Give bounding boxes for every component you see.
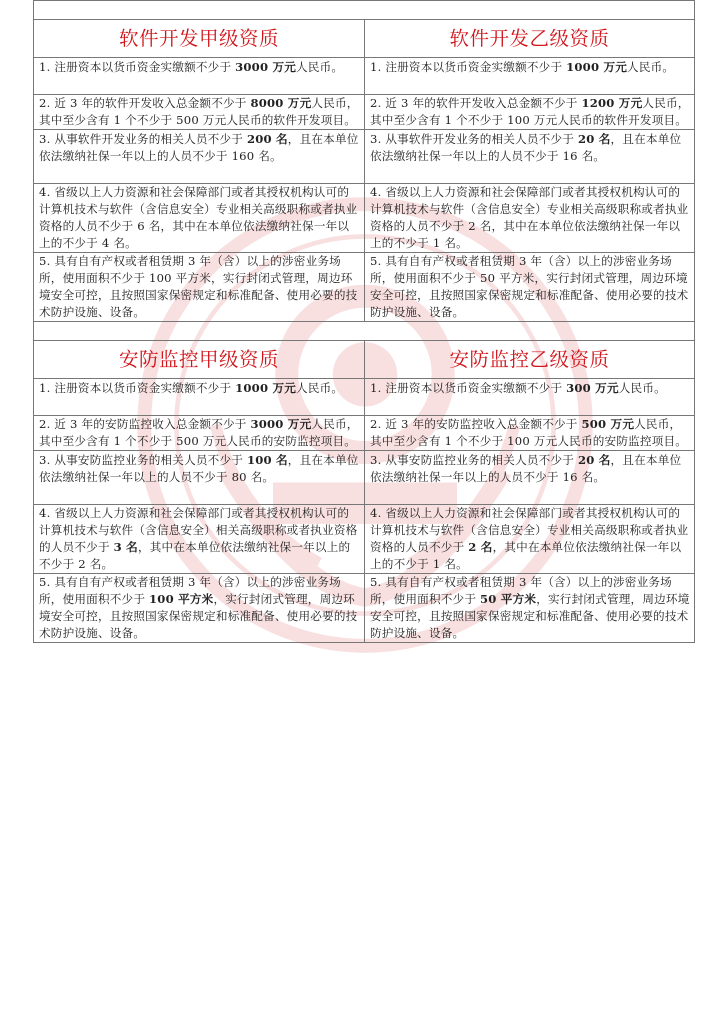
spacer-cell: [34, 322, 695, 341]
emphasis-text: 1000 万元: [566, 60, 628, 74]
grade-b-requirement: [365, 379, 695, 416]
spacer-row: [34, 322, 695, 341]
emphasis-text: 20 名: [577, 132, 611, 146]
grade-a-requirement: [34, 379, 365, 416]
requirement-text: 2. 近 3 年的软件开发收入总金额不少于: [39, 96, 251, 110]
grade-a-requirement: [34, 184, 365, 253]
emphasis-text: 20 名: [577, 453, 611, 467]
requirement-text: 5. 具有自有产权或者租赁期 3 年（含）以上的涉密业务场所，使用面积不少于 50 平方米，实行封闭式管理，周边环境安全可控，且按照国家保密规定和标准配备、使用必要的技术防护设施、设备。: [370, 254, 689, 319]
requirement-text: 1. 注册资本以货币资金实缴额不少于: [39, 60, 236, 74]
emphasis-text: 200 名: [246, 132, 288, 146]
emphasis-text: 3 名: [113, 540, 138, 554]
qualification-table-wrapper: [33, 0, 694, 643]
requirement-text: 人民币。: [618, 381, 666, 395]
grade-a-requirement: [34, 130, 365, 184]
requirement-row: [34, 416, 695, 451]
grade-b-requirement: [365, 505, 695, 574]
grade-a-requirement: [34, 95, 365, 130]
requirement-text: 2. 近 3 年的安防监控收入总金额不少于: [39, 417, 251, 431]
requirement-row: [34, 505, 695, 574]
requirement-text: 人民币。: [296, 60, 344, 74]
requirement-text: 人民币。: [296, 381, 344, 395]
requirement-text: 3. 从事安防监控业务的相关人员不少于: [370, 453, 578, 467]
emphasis-text: 8000 万元: [250, 96, 312, 110]
emphasis-text: 3000 万元: [250, 417, 312, 431]
spacer-row: [34, 1, 695, 20]
requirement-text: 5. 具有自有产权或者租赁期 3 年（含）以上的涉密业务场所，使用面积不少于: [39, 575, 341, 606]
grade-b-requirement: [365, 253, 695, 322]
requirement-text: 3. 从事安防监控业务的相关人员不少于: [39, 453, 247, 467]
grade-b-requirement: [365, 58, 695, 95]
requirement-text: 4. 省级以上人力资源和社会保障部门或者其授权机构认可的计算机技术与软件（含信息安全）相关高级职称或者执业资格的人员不少于: [39, 506, 358, 554]
requirement-text: ，且在本单位依法缴纳社保一年以上的人员不少于 16 名。: [370, 132, 682, 163]
requirement-text: ，其中在本单位依法缴纳社保一年以上的不少于 2 名。: [39, 540, 351, 571]
requirement-row: [34, 379, 695, 416]
grade-a-requirement: [34, 58, 365, 95]
grade-b-title: 软件开发乙级资质: [365, 20, 695, 58]
emphasis-text: 100 平方米: [149, 592, 214, 606]
requirement-text: 1. 注册资本以货币资金实缴额不少于: [39, 381, 236, 395]
grade-a-requirement: [34, 416, 365, 451]
grade-b-requirement: [365, 416, 695, 451]
emphasis-text: 3000 万元: [235, 60, 297, 74]
section-header-row: [34, 341, 695, 379]
requirement-row: [34, 184, 695, 253]
requirement-text: 2. 近 3 年的安防监控收入总金额不少于: [370, 417, 582, 431]
spacer-cell: [34, 1, 695, 20]
emphasis-text: 2 名: [468, 540, 493, 554]
grade-a-title: 安防监控甲级资质: [34, 341, 365, 379]
grade-b-title: 安防监控乙级资质: [365, 341, 695, 379]
requirement-text: 人民币，其中至少含有 1 个不少于 500 万元人民币的安防监控项目。: [39, 417, 359, 448]
grade-b-requirement: [365, 95, 695, 130]
requirement-text: ，实行封闭式管理，周边环境安全可控，且按照国家保密规定和标准配备、使用必要的技术防护设施、设备。: [370, 592, 690, 640]
grade-b-requirement: [365, 130, 695, 184]
requirement-text: ，实行封闭式管理，周边环境安全可控，且按照国家保密规定和标准配备、使用必要的技术防护设施、设备。: [39, 592, 358, 640]
requirement-row: [34, 130, 695, 184]
requirement-text: ，且在本单位依法缴纳社保一年以上的人员不少于 80 名。: [39, 453, 359, 484]
requirement-text: 人民币，其中至少含有 1 个不少于 500 万元人民币的软件开发项目。: [39, 96, 359, 127]
emphasis-text: 100 名: [246, 453, 288, 467]
requirement-row: [34, 451, 695, 505]
emphasis-text: 50 平方米: [480, 592, 537, 606]
grade-a-requirement: [34, 451, 365, 505]
grade-b-requirement: [365, 184, 695, 253]
section-header-row: [34, 20, 695, 58]
requirement-text: 4. 省级以上人力资源和社会保障部门或者其授权机构认可的计算机技术与软件（含信息安全）专业相关高级职称或者执业资格的人员不少于: [370, 506, 689, 554]
requirement-text: 3. 从事软件开发业务的相关人员不少于: [39, 132, 247, 146]
grade-b-requirement: [365, 574, 695, 643]
requirement-text: 2. 近 3 年的软件开发收入总金额不少于: [370, 96, 582, 110]
requirement-text: 4. 省级以上人力资源和社会保障部门或者其授权机构认可的计算机技术与软件（含信息安全）专业相关高级职称或者执业资格的人员不少于 2 名，其中在本单位依法缴纳社保一年以上的不少于 1 名。: [370, 185, 689, 250]
emphasis-text: 500 万元: [581, 417, 635, 431]
requirement-text: 1. 注册资本以货币资金实缴额不少于: [370, 60, 567, 74]
requirement-row: [34, 574, 695, 643]
emphasis-text: 1000 万元: [235, 381, 297, 395]
requirement-row: [34, 95, 695, 130]
requirement-text: 4. 省级以上人力资源和社会保障部门或者其授权机构认可的计算机技术与软件（含信息安全）专业相关高级职称或者执业资格的人员不少于 6 名，其中在本单位依法缴纳社保一年以上的不少于 4 名。: [39, 185, 358, 250]
grade-b-requirement: [365, 451, 695, 505]
requirement-row: [34, 253, 695, 322]
requirement-text: 人民币，其中至少含有 1 个不少于 100 万元人民币的软件开发项目。: [370, 96, 690, 127]
requirement-text: 1. 注册资本以货币资金实缴额不少于: [370, 381, 567, 395]
qualification-table: [33, 0, 695, 643]
grade-a-title: 软件开发甲级资质: [34, 20, 365, 58]
grade-a-requirement: [34, 574, 365, 643]
requirement-text: ，且在本单位依法缴纳社保一年以上的人员不少于 160 名。: [39, 132, 359, 163]
requirement-text: ，其中在本单位依法缴纳社保一年以上的不少于 1 名。: [370, 540, 682, 571]
requirement-text: 3. 从事软件开发业务的相关人员不少于: [370, 132, 578, 146]
emphasis-text: 300 万元: [566, 381, 619, 395]
requirement-row: [34, 58, 695, 95]
emphasis-text: 1200 万元: [581, 96, 643, 110]
requirement-text: 5. 具有自有产权或者租赁期 3 年（含）以上的涉密业务场所，使用面积不少于: [370, 575, 672, 606]
grade-a-requirement: [34, 505, 365, 574]
requirement-text: 人民币，其中至少含有 1 个不少于 100 万元人民币的安防监控项目。: [370, 417, 688, 448]
grade-a-requirement: [34, 253, 365, 322]
requirement-text: 5. 具有自有产权或者租赁期 3 年（含）以上的涉密业务场所，使用面积不少于 100 平方米，实行封闭式管理，周边环境安全可控，且按照国家保密规定和标准配备、使用必要的技术防护设施、设备。: [39, 254, 358, 319]
requirement-text: 人民币。: [627, 60, 675, 74]
requirement-text: ，且在本单位依法缴纳社保一年以上的人员不少于 16 名。: [370, 453, 682, 484]
